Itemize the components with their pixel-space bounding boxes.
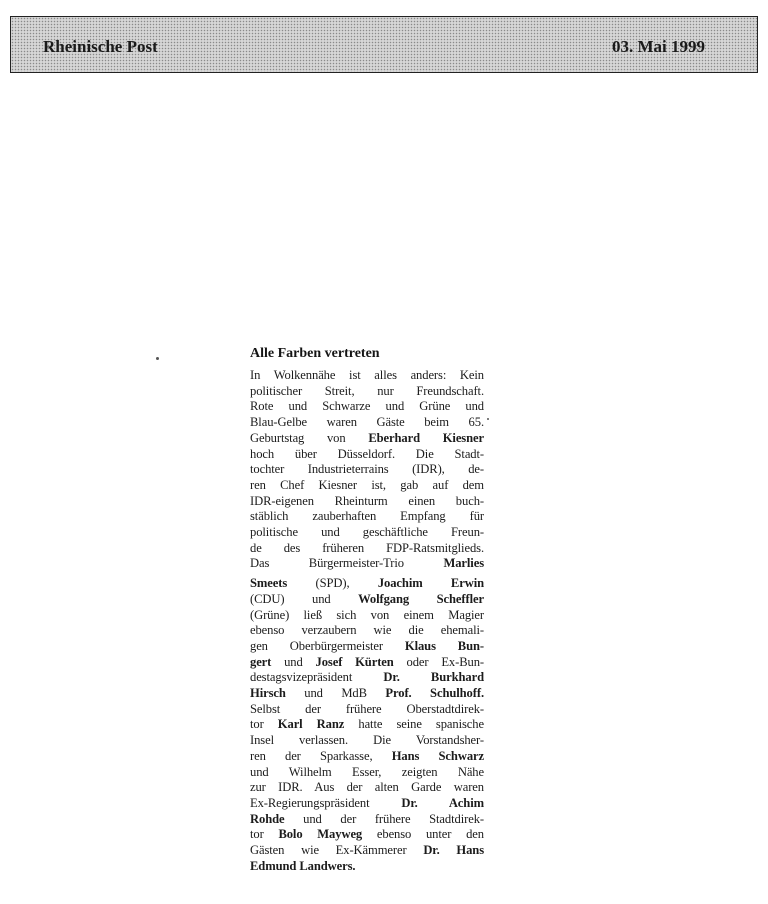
text-span: destagsvizepräsident (250, 670, 384, 685)
publication-date: 03. Mai 1999 (611, 37, 705, 56)
article-line (250, 384, 484, 400)
article-line (250, 765, 484, 781)
text-span: de des früheren FDP-Ratsmitglieds. (250, 540, 484, 555)
person-name: Dr. Hans (423, 843, 484, 858)
text-span: oder Ex-Bun- (393, 654, 484, 669)
publication-name: Rheinische Post (43, 37, 158, 56)
text-span: stäblich zauberhaften Empfang für (250, 509, 484, 524)
text-span: IDR-eigenen Rheinturm einen buch- (250, 493, 484, 508)
article-line (250, 733, 484, 749)
article-line (250, 796, 484, 812)
person-name: Eberhard Kiesner (368, 430, 484, 445)
article-body (250, 368, 484, 875)
article-line (250, 541, 484, 557)
text-span: und der frühere Stadtdirek- (284, 811, 484, 826)
person-name: Rohde (250, 811, 285, 826)
article-line (250, 608, 484, 624)
person-name: Dr. Achim (401, 795, 484, 810)
text-span: Das Bürgermeister-Trio (250, 556, 444, 571)
person-name: Wolfgang Scheffler (358, 591, 484, 606)
text-span: ebenso unter den (362, 827, 484, 842)
text-span: Geburtstag von (250, 430, 369, 445)
text-span: und Wilhelm Esser, zeigten Nähe (250, 764, 484, 779)
text-span: ebenso verzaubern wie die ehemali- (250, 623, 484, 638)
person-name: Smeets (250, 576, 288, 591)
scan-speck (156, 357, 159, 360)
article-line (250, 592, 484, 608)
article-line (250, 843, 484, 859)
article-line (250, 717, 484, 733)
article-line (250, 780, 484, 796)
person-name: Josef Kürten (315, 654, 394, 669)
article-line (250, 670, 484, 686)
text-span: Blau-Gelbe waren Gäste beim 65. (250, 415, 484, 430)
header-bar (10, 16, 758, 73)
text-span: ren der Sparkasse, (250, 748, 392, 763)
article-headline: Alle Farben vertreten (250, 346, 380, 361)
text-span: gen Oberbürgermeister (250, 638, 405, 653)
article-line (250, 812, 484, 828)
text-span: zur IDR. Aus der alten Garde waren (250, 780, 484, 795)
person-name: Marlies (443, 556, 484, 571)
text-span: Selbst der frühere Oberstadtdirek- (250, 701, 484, 716)
text-span: tor (250, 827, 279, 842)
text-span: hoch über Düsseldorf. Die Stadt- (250, 446, 484, 461)
text-span: (Grüne) ließ sich von einem Magier (250, 607, 484, 622)
text-span: politische und geschäftliche Freun- (250, 525, 484, 540)
person-name: Bolo Mayweg (278, 827, 363, 842)
text-span: tochter Industrieterrains (IDR), de- (250, 462, 484, 477)
article-line (250, 639, 484, 655)
text-span: In Wolkennähe ist alles anders: Kein (250, 368, 484, 382)
text-span: und MdB (285, 686, 386, 701)
article-line (250, 447, 484, 463)
article-line (250, 827, 484, 843)
article-line (250, 655, 484, 671)
scan-speck (487, 418, 489, 420)
article-line (250, 415, 484, 431)
article-line (250, 525, 484, 541)
article-line (250, 431, 484, 447)
text-span: (SPD), (287, 576, 378, 591)
article-line (250, 494, 484, 510)
person-name: Prof. Schulhoff. (385, 686, 484, 701)
article-line (250, 368, 484, 384)
text-span: Insel verlassen. Die Vorstandsher- (250, 733, 484, 748)
newspaper-clipping (250, 342, 484, 882)
person-name: Hirsch (250, 686, 286, 701)
article-line (250, 478, 484, 494)
article-line (250, 686, 484, 702)
text-span: (CDU) und (250, 591, 359, 606)
text-span: Rote und Schwarze und Grüne und (250, 399, 484, 414)
text-span: ren Chef Kiesner ist, gab auf dem (250, 477, 484, 492)
text-span: Ex-Regierungspräsident (250, 795, 402, 810)
article-line (250, 749, 484, 765)
person-name: Hans Schwarz (391, 748, 484, 763)
person-name: gert (250, 654, 272, 669)
text-span: politischer Streit, nur Freundschaft. (250, 383, 484, 398)
article-line (250, 399, 484, 415)
article-line (250, 702, 484, 718)
article-line (250, 623, 484, 639)
person-name: Joachim Erwin (377, 576, 484, 591)
text-span: tor (250, 717, 278, 732)
person-name: Dr. Burkhard (383, 670, 484, 685)
article-line (250, 509, 484, 525)
text-span: Gästen wie Ex-Kämmerer (250, 843, 424, 858)
article-line (250, 859, 484, 875)
article-line (250, 556, 484, 572)
person-name: Edmund Landwers. (250, 858, 356, 873)
person-name: Klaus Bun- (404, 638, 484, 653)
text-span: hatte seine spanische (344, 717, 484, 732)
text-span: und (271, 654, 316, 669)
article-line (250, 576, 484, 592)
article-line (250, 462, 484, 478)
person-name: Karl Ranz (277, 717, 345, 732)
